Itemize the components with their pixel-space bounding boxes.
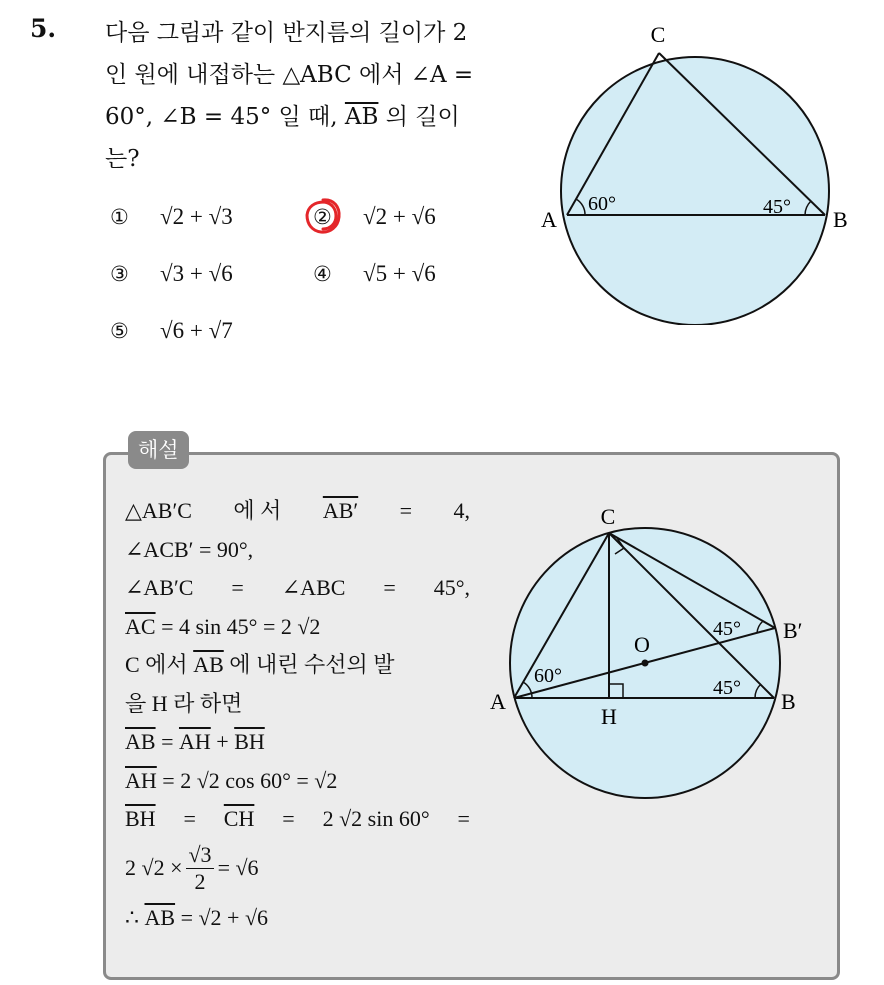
- sol-l5b: $\overline{AB}$: [193, 652, 224, 677]
- choice-marker: ②: [313, 205, 332, 229]
- sol-line-7: [125, 723, 470, 762]
- choice-marker: ④: [313, 262, 332, 286]
- label-angle-b: 45°: [763, 196, 791, 218]
- label-bprime: B′: [783, 618, 803, 643]
- circumcircle: [561, 57, 829, 325]
- label-angle-a: 60°: [588, 193, 616, 215]
- stem-line-3-tail: 의 길이: [378, 104, 460, 130]
- stem-line-2: 인 원에 내접하는 △ABC 에서 ∠A =: [105, 62, 474, 88]
- sol-l8b: = 2 √2 cos 60° = √2: [156, 767, 338, 793]
- question-number: 5.: [30, 14, 57, 43]
- sol-l1d: =: [399, 498, 413, 523]
- sol-line-8: [125, 762, 470, 801]
- sol-line-4: [125, 608, 470, 647]
- label-c: C: [650, 22, 666, 47]
- sol-l1b: 에 서: [233, 498, 282, 523]
- sol-l3b: =: [231, 575, 244, 600]
- sol-l7a: $\overline{AB}$: [125, 729, 156, 754]
- label-b: B: [781, 689, 796, 714]
- sol-l10a: 2 √2 ×: [125, 855, 183, 881]
- label-a: A: [490, 689, 506, 714]
- label-b: B: [833, 207, 848, 232]
- sol-l9e: 2 √2 sin 60°: [322, 806, 430, 831]
- fraction-denominator: 2: [194, 869, 206, 894]
- sol-line-11: [125, 899, 470, 938]
- sol-l10b: = √6: [217, 855, 259, 881]
- sol-l9d: =: [282, 806, 295, 831]
- sol-l5c: 에 내린 수선의 발: [223, 652, 395, 677]
- choice-text: √2 + √6: [363, 204, 436, 229]
- center-o-dot: [642, 660, 649, 667]
- sol-l11b: $\overline{AB}$: [144, 904, 176, 930]
- choice-text: √6 + √7: [160, 318, 233, 343]
- choice-text: √3 + √6: [160, 261, 233, 286]
- label-o: O: [634, 632, 650, 657]
- sol-l2: ∠ACB′ = 90°,: [125, 536, 254, 562]
- label-h: H: [601, 704, 617, 729]
- choice-marker: ①: [110, 205, 129, 229]
- stem-line-3-head: 60°, ∠B = 45° 일 때,: [105, 104, 345, 130]
- sol-line-3: [125, 569, 470, 608]
- label-a: A: [541, 207, 557, 232]
- sol-line-5: [125, 646, 470, 685]
- sol-l3e: 45°,: [433, 575, 470, 600]
- choice-text: √5 + √6: [363, 261, 436, 286]
- figure-solution: [487, 500, 817, 805]
- label-c: C: [600, 504, 616, 529]
- sol-l7d: +: [210, 729, 235, 754]
- fraction-numerator: √3: [188, 842, 212, 867]
- fraction: [186, 842, 213, 895]
- sol-l9c: $\overline{CH}$: [223, 806, 255, 831]
- sol-l4b: = 4 sin 45° = 2 √2: [155, 613, 321, 639]
- sol-l7c: $\overline{AH}$: [178, 729, 211, 754]
- label-angle-b: 45°: [713, 677, 741, 699]
- choice-3[interactable]: [110, 261, 233, 287]
- sol-l5a: C 에서: [125, 652, 194, 677]
- sol-l1c: AB′: [322, 498, 359, 523]
- sol-line-2: [125, 531, 470, 570]
- choice-marker: ⑤: [110, 319, 129, 343]
- sol-l11c: = √2 + √6: [175, 904, 269, 930]
- answer-mark-stroke: [307, 200, 339, 232]
- segment-ab: $\overline{AB}$: [344, 104, 379, 130]
- sol-l3a: ∠AB′C: [125, 575, 194, 600]
- choice-4[interactable]: [313, 261, 436, 287]
- label-angle-bprime: 45°: [713, 618, 741, 640]
- sol-l6: 을 H 라 하면: [125, 690, 243, 716]
- choice-marker: ③: [110, 262, 129, 286]
- sol-l9a: $\overline{BH}$: [125, 806, 156, 831]
- sol-l8a: $\overline{AH}$: [125, 767, 157, 793]
- sol-l7b: =: [155, 729, 179, 754]
- choice-text: √2 + √3: [160, 204, 233, 229]
- sol-l7e: $\overline{BH}$: [234, 729, 265, 754]
- solution-tag: 해설: [128, 431, 189, 469]
- sol-l3d: =: [383, 575, 396, 600]
- label-angle-a: 60°: [534, 665, 562, 687]
- sol-line-9: [125, 800, 470, 839]
- choice-5[interactable]: [110, 318, 233, 344]
- sol-line-10: [125, 839, 470, 899]
- stem-line-4: 는?: [105, 146, 140, 172]
- therefore-symbol: ∴: [125, 904, 145, 930]
- sol-l1a: △AB′C: [125, 498, 192, 523]
- sol-line-6: [125, 685, 470, 724]
- stem-line-1: 다음 그림과 같이 반지름의 길이가 2: [105, 20, 468, 46]
- choice-1[interactable]: [110, 204, 233, 230]
- figure-triangle-inscribed: [528, 20, 858, 325]
- sol-l1e: 4,: [453, 498, 470, 523]
- sol-l4a: $\overline{AC}$: [125, 613, 156, 639]
- sol-l3c: ∠ABC: [281, 575, 346, 600]
- stem-line-3: [105, 96, 515, 138]
- answer-circle-mark: [303, 196, 343, 236]
- sol-line-1: [125, 492, 470, 531]
- solution-text: [125, 492, 470, 937]
- sol-l9b: =: [183, 806, 196, 831]
- question-stem: [105, 12, 515, 180]
- sol-l9f: =: [457, 806, 470, 831]
